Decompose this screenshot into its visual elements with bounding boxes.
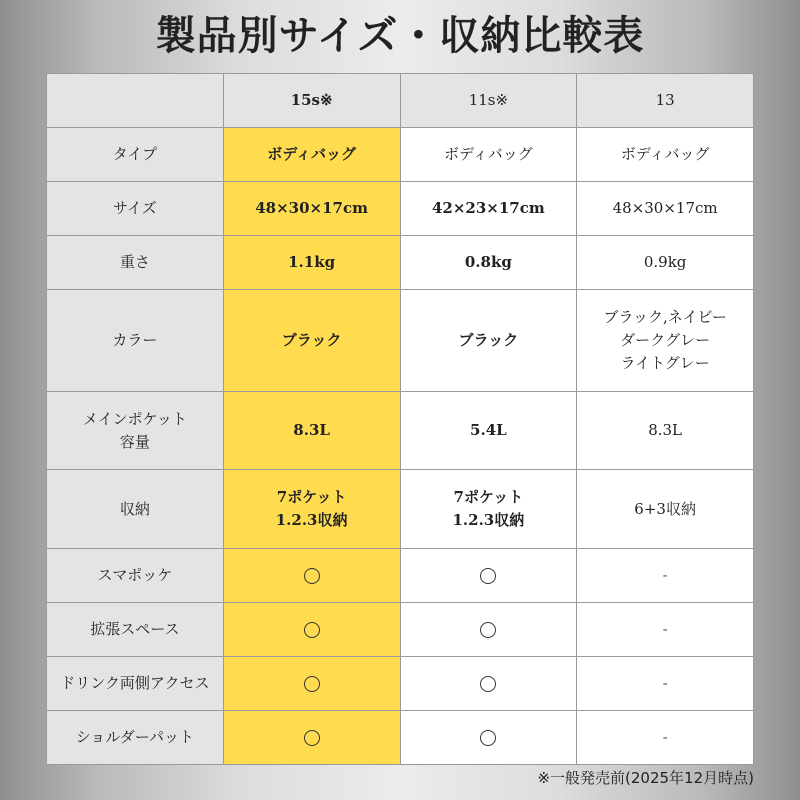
cell-expansion-11s bbox=[400, 603, 577, 657]
circle-icon bbox=[480, 730, 496, 746]
cell-weight-11s: 0.8kg bbox=[400, 236, 577, 290]
cell-color-15s: ブラック bbox=[223, 290, 400, 392]
row-label-line: 容量 bbox=[119, 432, 150, 451]
cell-drink-15s bbox=[223, 657, 400, 711]
cell-shoulder-11s bbox=[400, 711, 577, 765]
cell-capacity-11s: 5.4L bbox=[400, 392, 577, 470]
cell-capacity-13: 8.3L bbox=[577, 392, 754, 470]
row-label-storage: 収納 bbox=[47, 470, 224, 549]
row-label-line: メインポケット bbox=[82, 409, 187, 428]
color-option-line: ダークグレー bbox=[620, 331, 711, 349]
row-label-type: タイプ bbox=[47, 128, 224, 182]
storage-line: 1.2.3収納 bbox=[275, 511, 348, 529]
storage-line: 1.2.3収納 bbox=[452, 511, 525, 529]
cell-expansion-15s bbox=[223, 603, 400, 657]
column-header-13: 13 bbox=[577, 74, 754, 128]
row-color bbox=[47, 290, 754, 392]
comparison-table bbox=[46, 73, 754, 765]
row-shoulder-pad bbox=[47, 711, 754, 765]
circle-icon bbox=[304, 676, 320, 692]
cell-weight-15s: 1.1kg bbox=[223, 236, 400, 290]
cell-weight-13: 0.9kg bbox=[577, 236, 754, 290]
row-label-color: カラー bbox=[47, 290, 224, 392]
row-label-shoulder-pad: ショルダーパット bbox=[47, 711, 224, 765]
table-header-row bbox=[47, 74, 754, 128]
row-storage bbox=[47, 470, 754, 549]
row-main-pocket-capacity bbox=[47, 392, 754, 470]
cell-color-11s: ブラック bbox=[400, 290, 577, 392]
circle-icon bbox=[304, 622, 320, 638]
row-label-weight: 重さ bbox=[47, 236, 224, 290]
cell-shoulder-13: - bbox=[577, 711, 754, 765]
row-size bbox=[47, 182, 754, 236]
cell-smapocke-15s bbox=[223, 549, 400, 603]
cell-drink-13: - bbox=[577, 657, 754, 711]
cell-drink-11s bbox=[400, 657, 577, 711]
cell-storage-15s bbox=[223, 470, 400, 549]
row-weight bbox=[47, 236, 754, 290]
circle-icon bbox=[304, 568, 320, 584]
cell-color-13 bbox=[577, 290, 754, 392]
cell-storage-13: 6+3収納 bbox=[577, 470, 754, 549]
circle-icon bbox=[480, 676, 496, 692]
color-option-line: ライトグレー bbox=[620, 354, 710, 372]
row-label-smapocke: スマポッケ bbox=[47, 549, 224, 603]
circle-icon bbox=[480, 568, 496, 584]
row-label-size: サイズ bbox=[47, 182, 224, 236]
cell-type-15s: ボディバッグ bbox=[223, 128, 400, 182]
row-label-main-pocket-capacity bbox=[47, 392, 224, 470]
cell-smapocke-11s bbox=[400, 549, 577, 603]
row-label-drink-access: ドリンク両側アクセス bbox=[47, 657, 224, 711]
row-type bbox=[47, 128, 754, 182]
storage-line: 7ポケット bbox=[276, 488, 347, 506]
row-expansion-space bbox=[47, 603, 754, 657]
storage-line: 7ポケット bbox=[453, 488, 524, 506]
cell-size-11s: 42×23×17cm bbox=[400, 182, 577, 236]
cell-smapocke-13: - bbox=[577, 549, 754, 603]
cell-size-15s: 48×30×17cm bbox=[223, 182, 400, 236]
cell-type-11s: ボディバッグ bbox=[400, 128, 577, 182]
footnote: ※一般発売前(2025年12月時点) bbox=[537, 769, 754, 787]
cell-expansion-13: - bbox=[577, 603, 754, 657]
row-smapocke bbox=[47, 549, 754, 603]
circle-icon bbox=[480, 622, 496, 638]
column-header-11s: 11s※ bbox=[400, 74, 577, 128]
cell-storage-11s bbox=[400, 470, 577, 549]
header-corner-cell bbox=[47, 74, 224, 128]
circle-icon bbox=[304, 730, 320, 746]
cell-shoulder-15s bbox=[223, 711, 400, 765]
color-option-line: ブラック,ネイビー bbox=[603, 308, 727, 326]
column-header-15s: 15s※ bbox=[223, 74, 400, 128]
row-label-expansion-space: 拡張スペース bbox=[47, 603, 224, 657]
page-title: 製品別サイズ・収納比較表 bbox=[155, 13, 645, 59]
cell-size-13: 48×30×17cm bbox=[577, 182, 754, 236]
cell-capacity-15s: 8.3L bbox=[223, 392, 400, 470]
cell-type-13: ボディバッグ bbox=[577, 128, 754, 182]
row-drink-access bbox=[47, 657, 754, 711]
